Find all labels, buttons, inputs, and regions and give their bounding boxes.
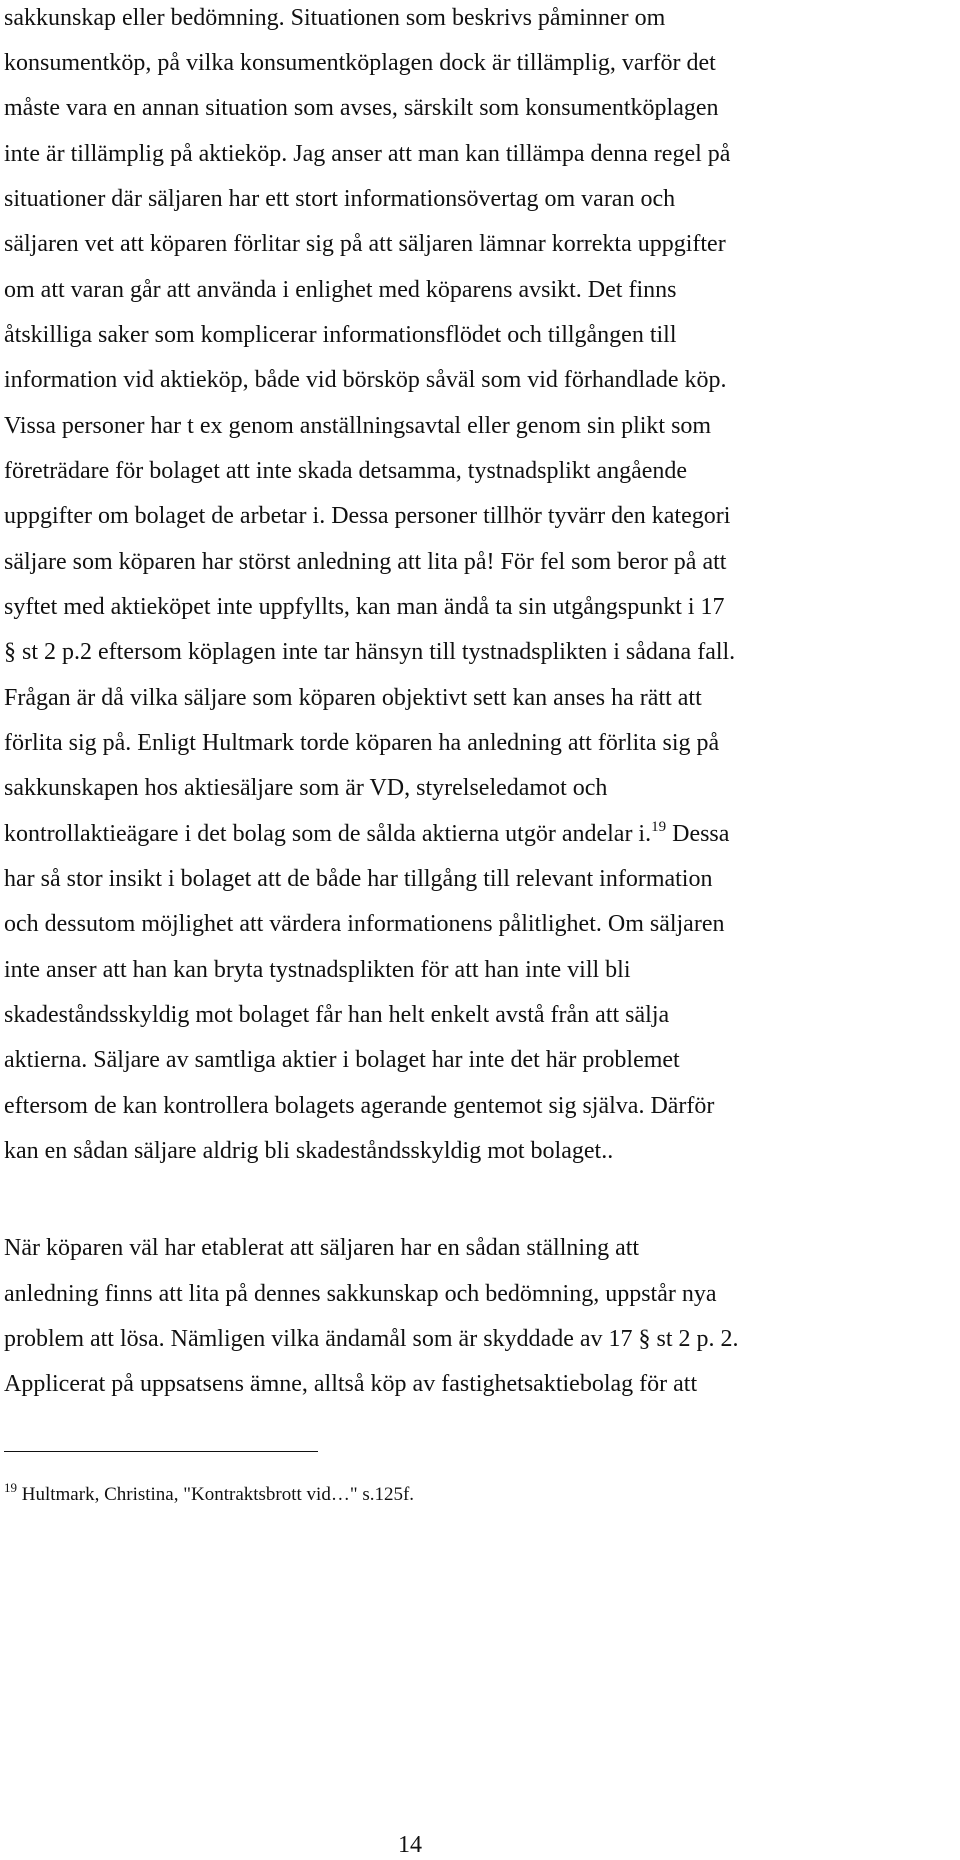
text-line: åtskilliga saker som komplicerar informationsflödet och tillgången till <box>4 322 677 348</box>
footnote-separator <box>4 1451 318 1452</box>
footnote-number: 19 <box>4 1480 17 1495</box>
text-line: Frågan är då vilka säljare som köparen objektivt sett kan anses ha rätt att <box>4 685 702 711</box>
text-line: När köparen väl har etablerat att säljaren har en sådan ställning att <box>4 1235 640 1261</box>
text-line: förlita sig på. Enligt Hultmark torde köparen ha anledning att förlita sig på <box>4 730 720 756</box>
text-line: Vissa personer har t ex genom anställningsavtal eller genom sin plikt som <box>4 413 712 439</box>
text-line: eftersom de kan kontrollera bolagets agerande gentemot sig själva. Därför <box>4 1093 715 1119</box>
text-line: inte är tillämplig på aktieköp. Jag anser att man kan tillämpa denna regel på <box>4 141 731 167</box>
text-line: inte anser att han kan bryta tystnadsplikten för att han inte vill bli <box>4 957 631 983</box>
text-line: information vid aktieköp, både vid börsköp såväl som vid förhandlade köp. <box>4 367 727 393</box>
text-line: situationer där säljaren har ett stort informationsövertag om varan och <box>4 186 676 212</box>
text-line: måste vara en annan situation som avses, särskilt som konsumentköplagen <box>4 95 719 121</box>
text-line: har så stor insikt i bolaget att de både har tillgång till relevant information <box>4 866 713 892</box>
text-line: och dessutom möjlighet att värdera informationens pålitlighet. Om säljaren <box>4 911 725 937</box>
text-segment: kontrollaktieägare i det bolag som de sålda aktierna utgör andelar i. <box>4 821 652 847</box>
footnote-reference[interactable]: 19 <box>651 819 667 835</box>
footnote-text: Hultmark, Christina, "Kontraktsbrott vid…" s.125f. <box>17 1484 415 1505</box>
text-line: problem att lösa. Nämligen vilka ändamål som är skyddade av 17 § st 2 p. 2. <box>4 1326 739 1352</box>
text-line: företrädare för bolaget att inte skada detsamma, tystnadsplikt angående <box>4 458 688 484</box>
text-line: sakkunskap eller bedömning. Situationen som beskrivs påminner om <box>4 5 666 31</box>
text-line: sakkunskapen hos aktiesäljare som är VD, styrelseledamot och <box>4 775 608 801</box>
text-line: skadeståndsskyldig mot bolaget får han helt enkelt avstå från att sälja <box>4 1002 670 1028</box>
text-line: kan en sådan säljare aldrig bli skadeståndsskyldig mot bolaget.. <box>4 1138 614 1164</box>
page-number: 14 <box>398 1832 422 1858</box>
text-line: säljaren vet att köparen förlitar sig på att säljaren lämnar korrekta uppgifter <box>4 231 726 257</box>
text-line: konsumentköp, på vilka konsumentköplagen dock är tillämplig, varför det <box>4 50 716 76</box>
text-line: säljare som köparen har störst anledning att lita på! För fel som beror på att <box>4 549 727 575</box>
footnote <box>4 1480 415 1507</box>
text-line: om att varan går att använda i enlighet med köparens avsikt. Det finns <box>4 277 677 303</box>
text-segment: Dessa <box>666 821 730 847</box>
text-line: syftet med aktieköpet inte uppfyllts, kan man ändå ta sin utgångspunkt i 17 <box>4 594 725 620</box>
text-line: Applicerat på uppsatsens ämne, alltså köp av fastighetsaktiebolag för att <box>4 1371 698 1397</box>
text-line: aktierna. Säljare av samtliga aktier i bolaget har inte det här problemet <box>4 1047 680 1073</box>
text-line: uppgifter om bolaget de arbetar i. Dessa personer tillhör tyvärr den kategori <box>4 503 731 529</box>
text-line: § st 2 p.2 eftersom köplagen inte tar hänsyn till tystnadsplikten i sådana fall. <box>4 639 736 665</box>
text-line-with-footnote-ref <box>4 819 729 849</box>
text-line: anledning finns att lita på dennes sakkunskap och bedömning, uppstår nya <box>4 1281 717 1307</box>
